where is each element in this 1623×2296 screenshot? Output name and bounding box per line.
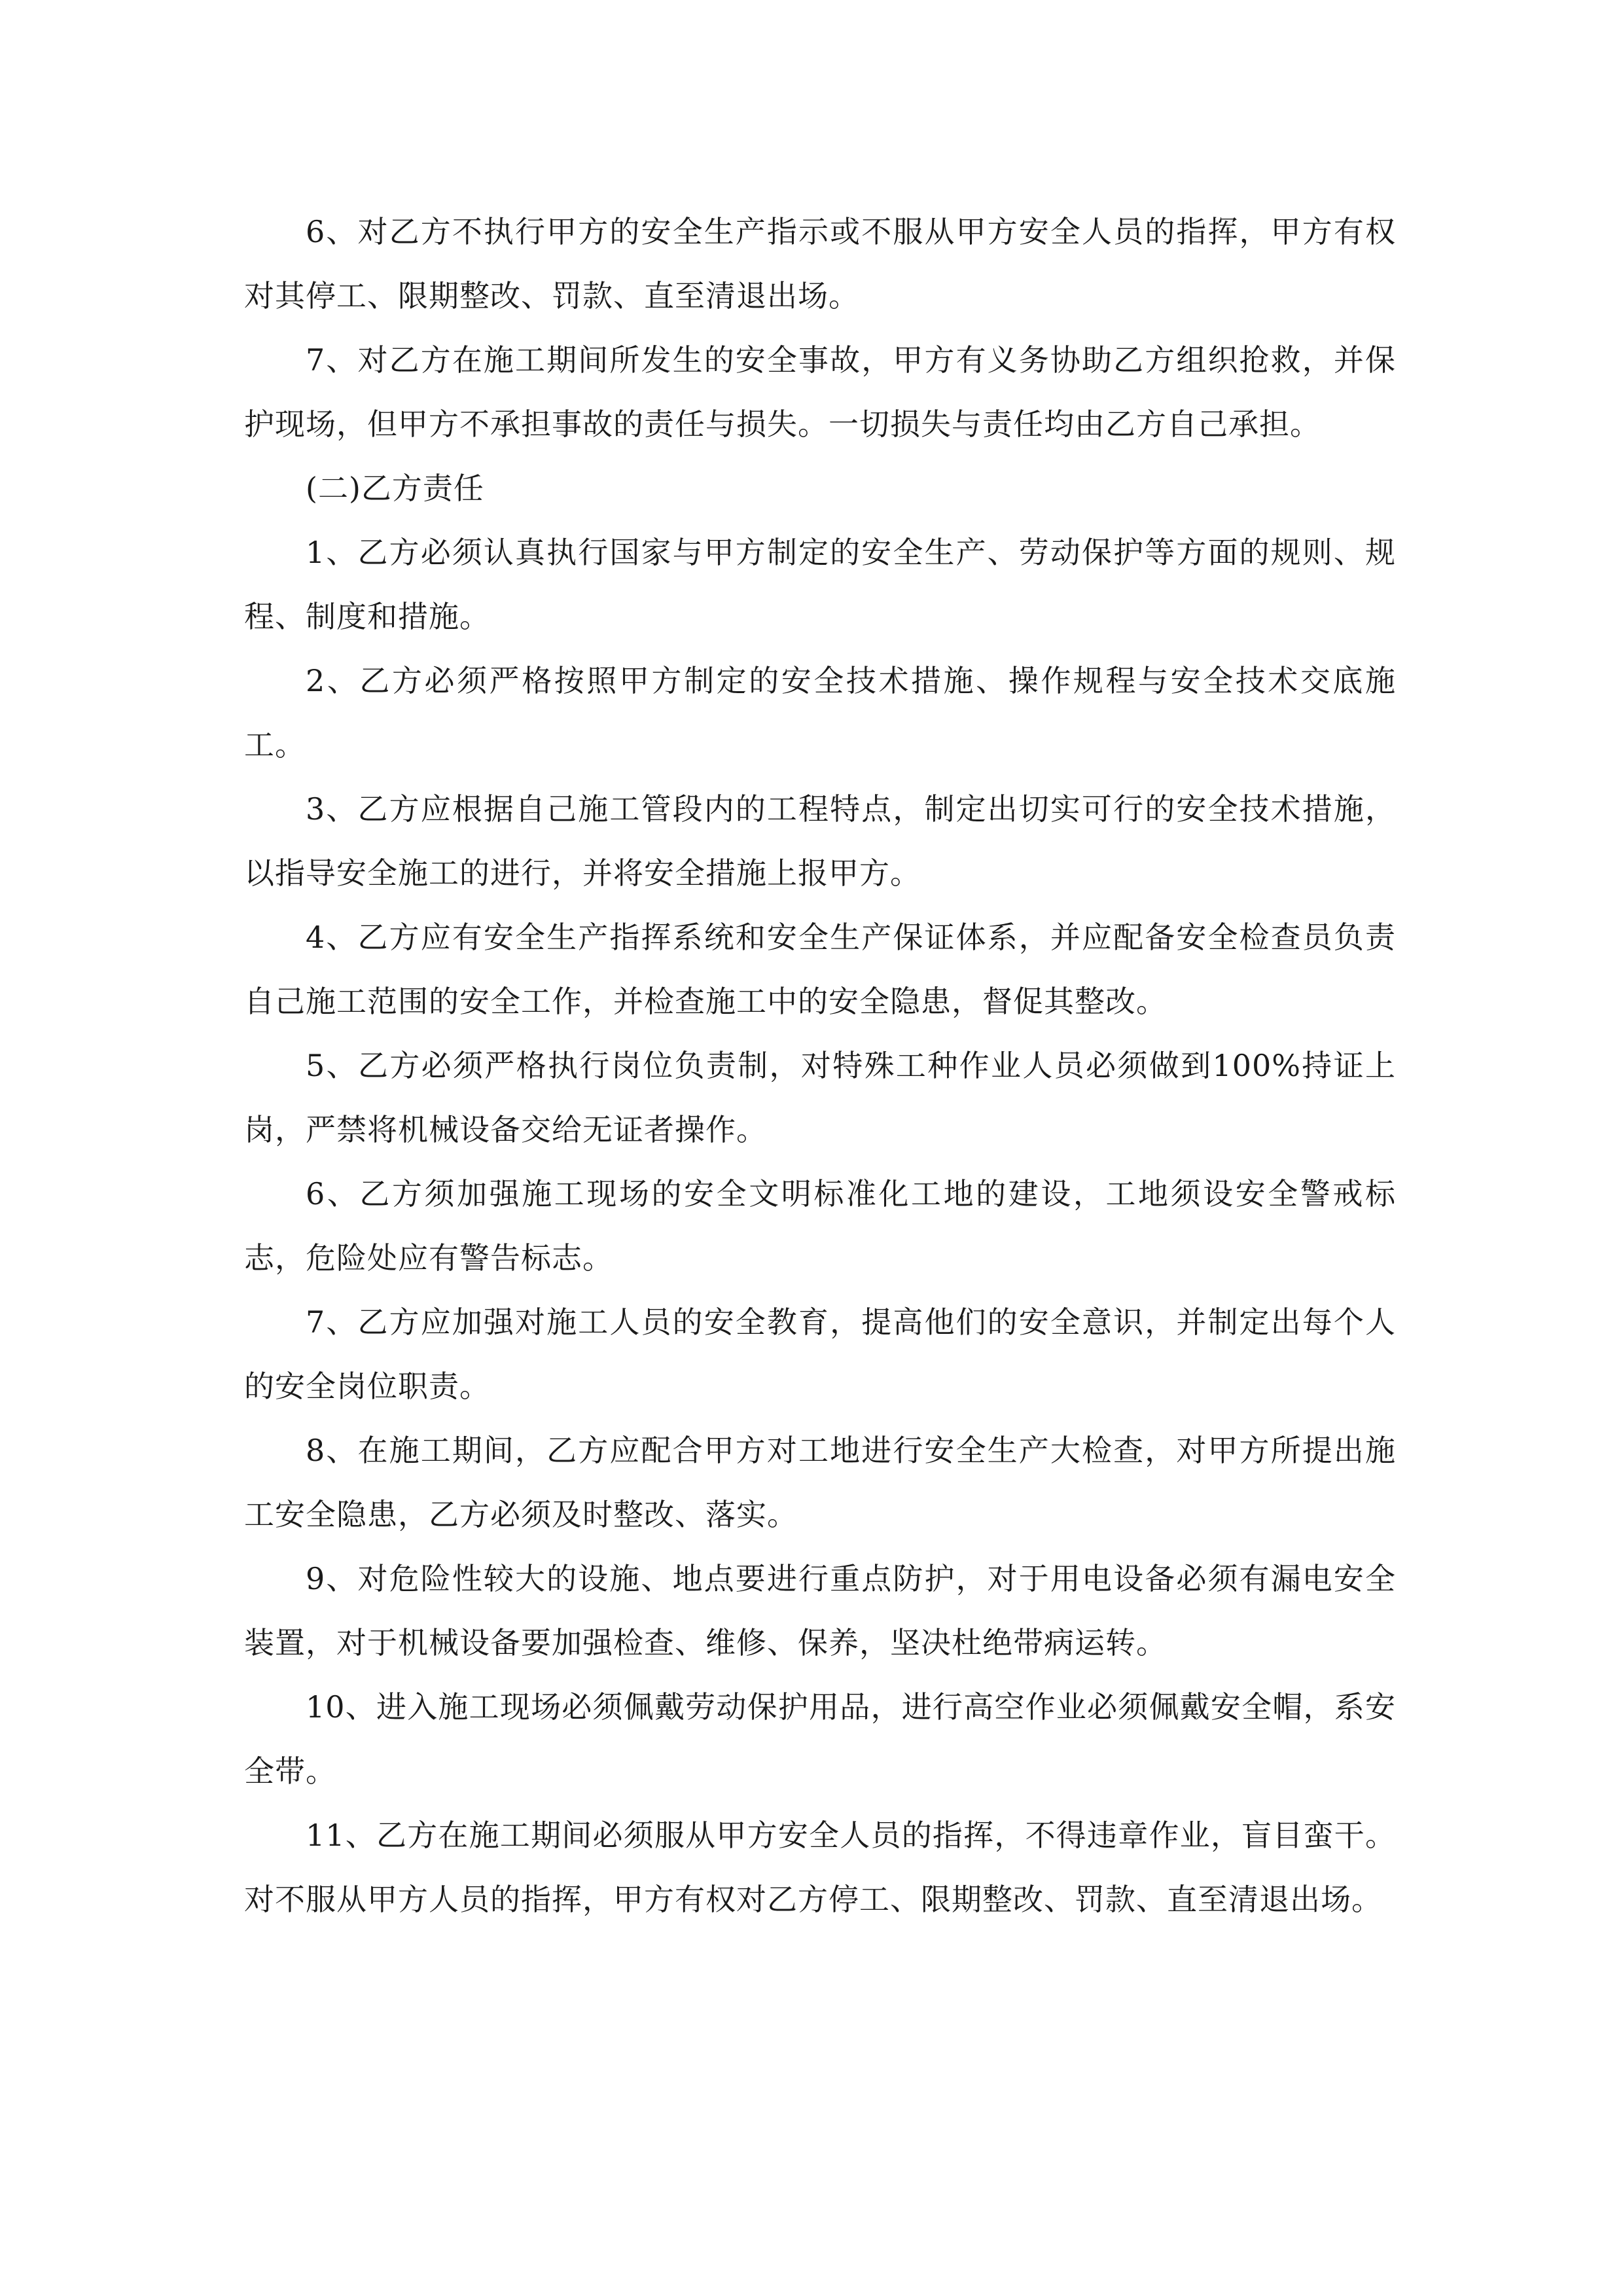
paragraph-party-b-7: 7、乙方应加强对施工人员的安全教育，提高他们的安全意识，并制定出每个人的安全岗位职责。 [244, 1304, 1396, 1404]
paragraph-party-b-1: 1、乙方必须认真执行国家与甲方制定的安全生产、劳动保护等方面的规则、规程、制度和措施。 [244, 535, 1396, 634]
paragraph-party-b-6: 6、乙方须加强施工现场的安全文明标准化工地的建设，工地须设安全警戒标志，危险处应有警告标志。 [244, 1176, 1396, 1276]
paragraph-party-b-9: 9、对危险性较大的设施、地点要进行重点防护，对于用电设备必须有漏电安全装置，对于机械设备要加强检查、维修、保养，坚决杜绝带病运转。 [244, 1561, 1396, 1660]
paragraph-party-b-3: 3、乙方应根据自己施工管段内的工程特点，制定出切实可行的安全技术措施，以指导安全施工的进行，并将安全措施上报甲方。 [244, 791, 1396, 891]
paragraph-party-b-11: 11、乙方在施工期间必须服从甲方安全人员的指挥，不得违章作业，盲目蛮干。对不服从甲方人员的指挥，甲方有权对乙方停工、限期整改、罚款、直至清退出场。 [244, 1818, 1396, 1917]
section-heading-party-b: (二)乙方责任 [306, 471, 484, 506]
document-body [244, 200, 1396, 1931]
paragraph-party-a-6: 6、对乙方不执行甲方的安全生产指示或不服从甲方安全人员的指挥，甲方有权对其停工、限期整改、罚款、直至清退出场。 [244, 214, 1396, 314]
paragraph-party-b-5: 5、乙方必须严格执行岗位负责制，对特殊工种作业人员必须做到100%持证上岗，严禁将机械设备交给无证者操作。 [244, 1048, 1396, 1147]
paragraph-party-b-4: 4、乙方应有安全生产指挥系统和安全生产保证体系，并应配备安全检查员负责自己施工范围的安全工作，并检查施工中的安全隐患，督促其整改。 [244, 920, 1396, 1019]
paragraph-party-b-10: 10、进入施工现场必须佩戴劳动保护用品，进行高空作业必须佩戴安全帽，系安全带。 [244, 1689, 1396, 1789]
paragraph-party-a-7: 7、对乙方在施工期间所发生的安全事故，甲方有义务协助乙方组织抢救，并保护现场，但甲方不承担事故的责任与损失。一切损失与责任均由乙方自己承担。 [244, 342, 1396, 442]
paragraph-party-b-2: 2、乙方必须严格按照甲方制定的安全技术措施、操作规程与安全技术交底施工。 [244, 663, 1396, 762]
paragraph-party-b-8: 8、在施工期间，乙方应配合甲方对工地进行安全生产大检查，对甲方所提出施工安全隐患，乙方必须及时整改、落实。 [244, 1433, 1396, 1532]
